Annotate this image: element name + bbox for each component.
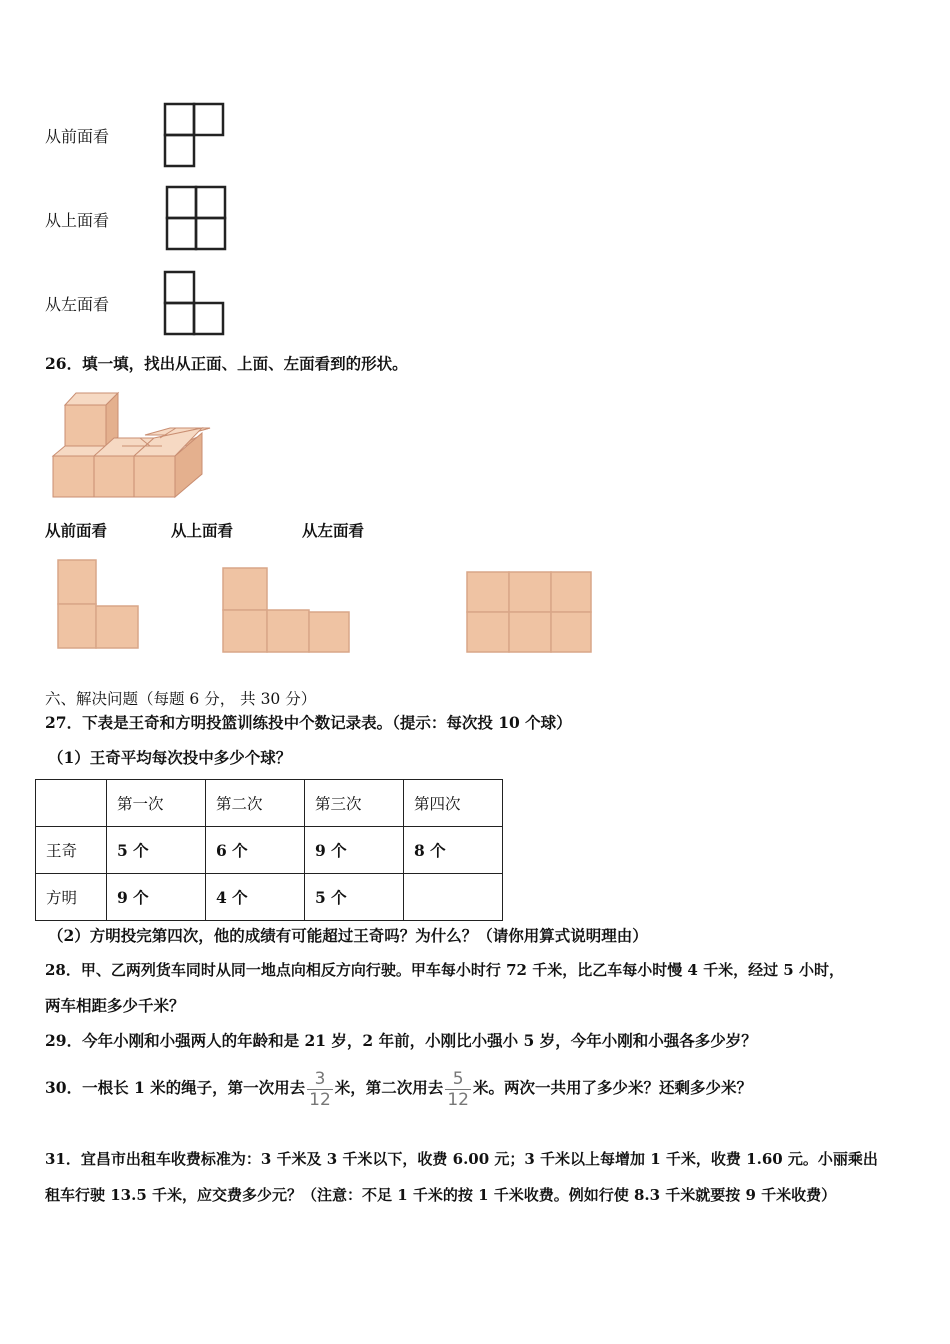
answer-front-view — [56, 558, 142, 652]
table-cell: 5 个 — [305, 874, 404, 921]
table-header: 第一次 — [107, 780, 206, 827]
question-27-text: 27．下表是王奇和方明投篮训练投中个数记录表。（提示：每次投 10 个球） — [45, 713, 572, 732]
front-view-grid — [163, 102, 225, 168]
question-31-line1: 31．宜昌市出租车收费标准为：3 千米及 3 千米以下，收费 6.00 元；3 千米以上每增加 1 千米，收费 1.60 元。小丽乘出 — [45, 1150, 878, 1168]
table-cell: 6 个 — [206, 827, 305, 874]
question-28-line2: 两车相距多少千米？ — [45, 996, 185, 1015]
table-cell: 王奇 — [36, 827, 107, 874]
question-31-line2: 租车行驶 13.5 千米，应交费多少元？（注意：不足 1 千米的按 1 千米收费。例如行使 8.3 千米就要按 9 千米收费） — [45, 1186, 837, 1204]
view-label-front: 从前面看 — [45, 127, 110, 146]
table-header: 第四次 — [404, 780, 503, 827]
fraction-3-12: $\frac{3}{12}$ — [309, 1068, 331, 1110]
q30-part1: 30．一根长 1 米的绳子，第一次用去 — [45, 1078, 306, 1097]
table-header-row — [36, 780, 503, 827]
table-row — [36, 874, 503, 921]
cube-stack-figure — [50, 388, 205, 500]
q26-label-top: 从上面看 — [171, 521, 234, 540]
table-cell — [404, 874, 503, 921]
q30-part3: 米。两次一共用了多少米？还剩多少米？ — [472, 1078, 752, 1097]
answer-left-view — [465, 570, 595, 654]
table-row — [36, 827, 503, 874]
table-header: 第三次 — [305, 780, 404, 827]
table-cell — [36, 780, 107, 827]
question-27-sub1: （1）王奇平均每次投中多少个球？ — [48, 748, 292, 767]
left-view-grid — [163, 270, 225, 336]
table-cell: 5 个 — [107, 827, 206, 874]
view-label-left: 从左面看 — [45, 295, 110, 314]
q26-label-front: 从前面看 — [45, 521, 108, 540]
table-cell: 9 个 — [305, 827, 404, 874]
question-29-text: 29．今年小刚和小强两人的年龄和是 21 岁，2 年前，小刚比小强小 5 岁，今年小刚和小强各多少岁？ — [45, 1031, 757, 1050]
table-cell: 4 个 — [206, 874, 305, 921]
table-cell: 方明 — [36, 874, 107, 921]
answer-top-view — [221, 566, 353, 654]
score-table — [35, 779, 503, 921]
question-30-text — [45, 1066, 752, 1110]
table-header: 第二次 — [206, 780, 305, 827]
top-view-grid — [165, 185, 227, 251]
question-26-text: 26．填一填，找出从正面、上面、左面看到的形状。 — [45, 354, 408, 373]
view-label-top: 从上面看 — [45, 211, 110, 230]
section-6-title: 六、解决问题（每题 6 分， 共 30 分） — [45, 690, 317, 708]
table-cell: 8 个 — [404, 827, 503, 874]
q26-label-left: 从左面看 — [302, 521, 365, 540]
table-cell: 9 个 — [107, 874, 206, 921]
fraction-5-12: $\frac{5}{12}$ — [447, 1068, 469, 1110]
question-27-sub2: （2）方明投完第四次，他的成绩有可能超过王奇吗？为什么？（请你用算式说明理由） — [48, 926, 648, 945]
q30-part2: 米，第二次用去 — [334, 1078, 444, 1097]
question-28-line1: 28．甲、乙两列货车同时从同一地点向相反方向行驶。甲车每小时行 72 千米，比乙车每小时慢 4 千米，经过 5 小时， — [45, 961, 844, 979]
